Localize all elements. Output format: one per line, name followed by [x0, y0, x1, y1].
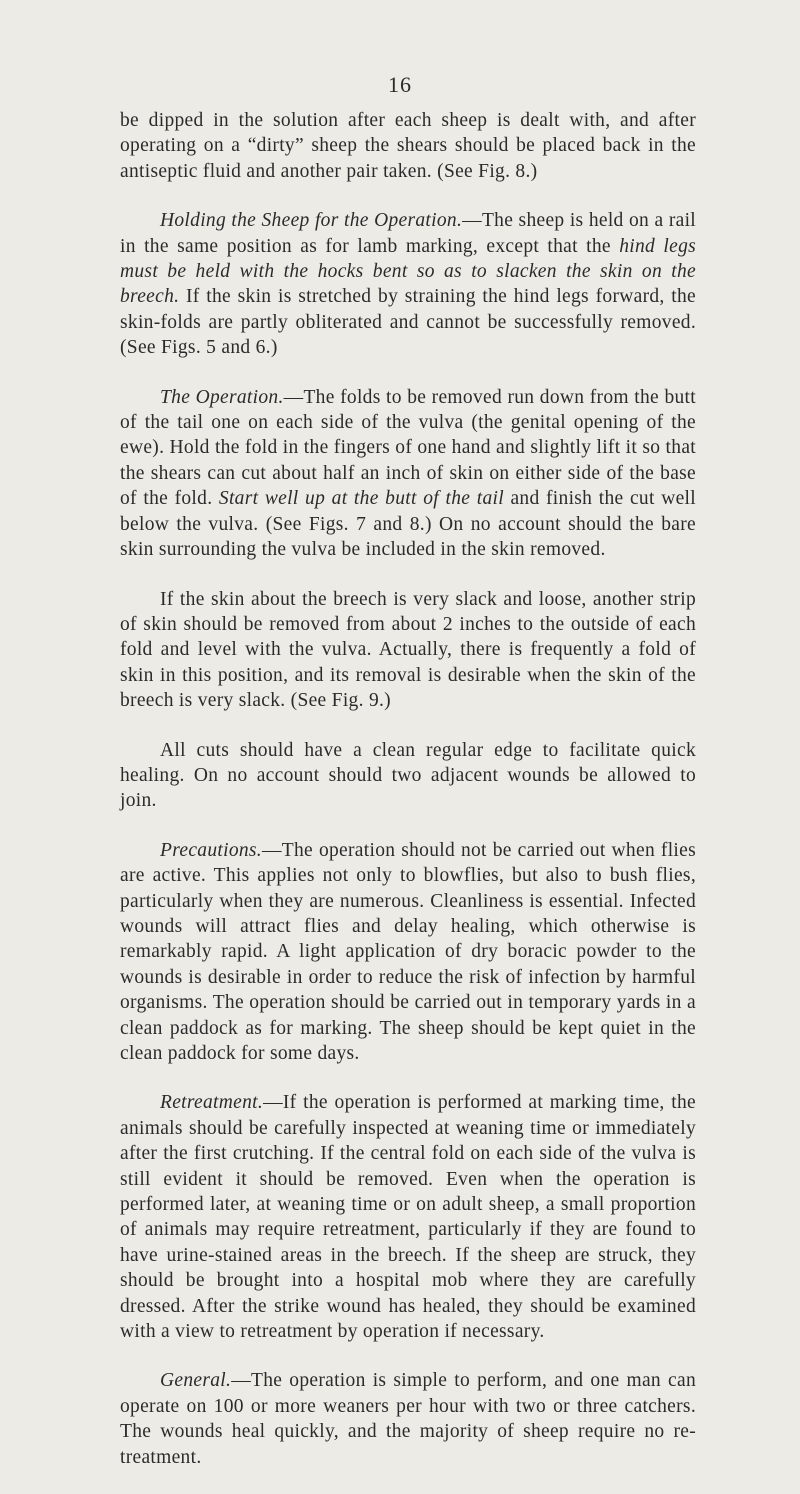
- section-heading: Precautions.: [160, 839, 262, 861]
- paragraph-text: —The operation is simple to perform, and one man can operate on 100 or more weaners per hour with two or three catchers. The wounds heal quickly, and the majority of sheep require no re-treatment.: [120, 1370, 696, 1468]
- paragraph-retreatment: [120, 1090, 696, 1344]
- body-text: [120, 108, 696, 1494]
- section-heading: The Operation.: [160, 386, 284, 408]
- paragraph-text: —The sheep is held on a rail in the same position as for lamb marking, except that the: [120, 210, 697, 257]
- paragraph-precautions: [120, 838, 696, 1067]
- emphasized-text: hind legs must be held with the hocks bent so as to slacken the skin on the breech.: [120, 235, 697, 308]
- page-number: 16: [388, 72, 412, 97]
- paragraph-text: —If the operation is performed at marking time, the animals should be carefully inspected at weaning time or immediately after the first crutching. If the central fold on each side of the vulva is still evident it should be removed. Even when the operation is performed later, at weaning time or on adult sheep, a small proportion of animals may require retreatment, particularly if they are found to have urine-stained areas in the breech. If the sheep are struck, they should be brought into a hospital mob where they are carefully dressed. After the strike wound has healed, they should be examined with a view to retreatment by operation if necessary.: [120, 1092, 696, 1343]
- paragraph-continuation: [120, 108, 696, 184]
- paragraph-holding-the-sheep: [120, 208, 696, 360]
- section-heading: Retreatment.: [160, 1092, 264, 1114]
- paragraph-text: All cuts should have a clean regular edge to facilitate quick healing. On no account should two adjacent wounds be allowed to join.: [120, 739, 696, 812]
- paragraph-text: —The operation should not be carried out when flies are active. This applies not only to blowflies, but also to bush flies, particularly when they are numerous. Cleanliness is essential. Infected wounds will attract flies and delay healing, which otherwise is remarkably rapid. A light application of dry boracic powder to the wounds is desirable in order to reduce the risk of infection by harmful organisms. The operation should be carried out in temporary yards in a clean paddock as for marking. The sheep should be kept quiet in the clean paddock for some days.: [120, 839, 696, 1064]
- paragraph-the-operation: [120, 385, 696, 563]
- emphasized-text: Start well up at the butt of the tail: [218, 488, 504, 510]
- paragraph-text: be dipped in the solution after each sheep is dealt with, and after operating on a “dirty” sheep the shears should be placed back in the antiseptic fluid and another pair taken. (See Fig. 8.): [120, 110, 696, 182]
- paragraph-text: —The folds to be removed run down from the butt of the tail one on each side of the vulva (the genital opening of the ewe). Hold the fold in the fingers of one hand and slightly lift it so that the shears can cut about half an inch of skin on either side of the base of the fold.: [120, 386, 696, 510]
- paragraph-text: If the skin about the breech is very slack and loose, another strip of skin should be removed from about 2 inches to the outside of each fold and level with the vulva. Actually, there is frequently a fold of skin in this position, and its removal is desirable when the skin of the breech is very slack. (See Fig. 9.): [120, 588, 696, 712]
- paragraph-general: [120, 1368, 696, 1470]
- paragraph-loose-skin: [120, 587, 696, 714]
- paragraph-text: If the skin is stretched by straining the hind legs forward, the skin-folds are partly obliterated and cannot be successfully removed. (See Figs. 5 and 6.): [120, 286, 696, 359]
- section-heading: General.: [160, 1370, 232, 1392]
- paragraph-clean-cuts: [120, 738, 696, 814]
- section-heading: Holding the Sheep for the Operation.: [160, 210, 463, 232]
- paragraph-text: and finish the cut well below the vulva. (See Figs. 7 and 8.) On no account should the bare skin surrounding the vulva be included in the skin removed.: [120, 488, 696, 561]
